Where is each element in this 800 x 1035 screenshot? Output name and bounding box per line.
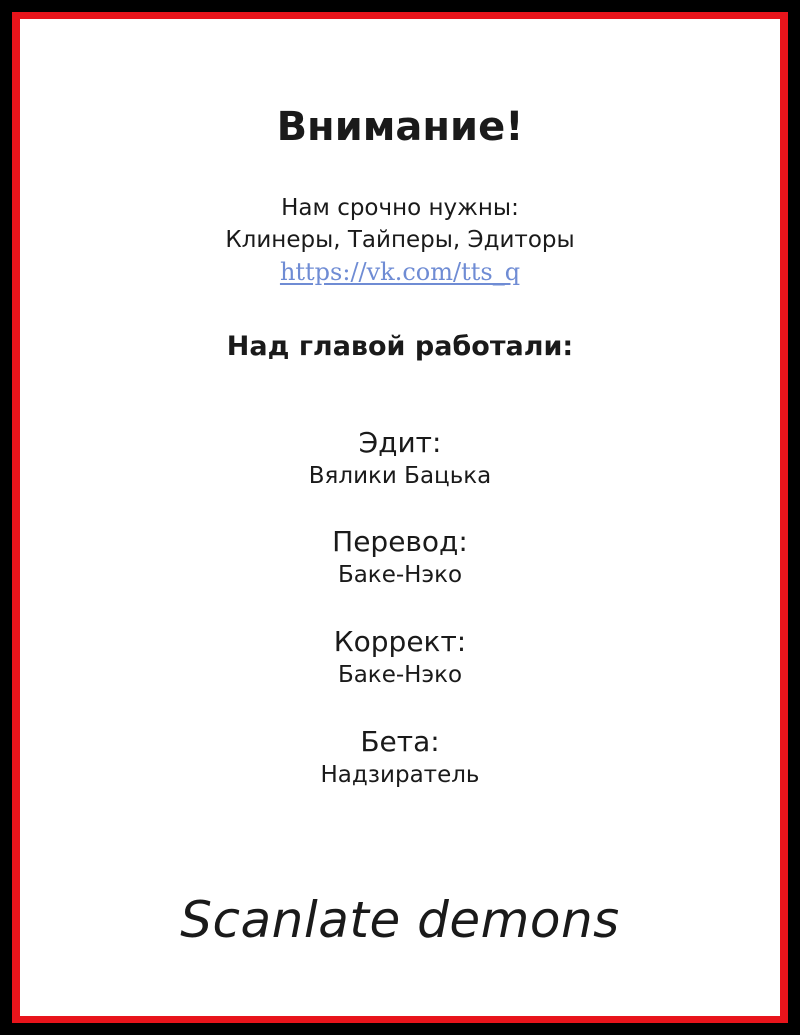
recruitment-block bbox=[20, 192, 780, 289]
role-beta bbox=[20, 724, 780, 790]
role-label: Эдит: bbox=[358, 426, 442, 459]
recruitment-line-1: Нам срочно нужны: bbox=[281, 195, 519, 221]
role-name: Баке-Нэко bbox=[337, 562, 463, 588]
role-label: Бета: bbox=[360, 725, 440, 758]
recruitment-link[interactable]: https://vk.com/tts_q bbox=[279, 258, 521, 286]
role-proofreading bbox=[20, 624, 780, 690]
role-name: Баке-Нэко bbox=[337, 662, 463, 688]
credits-page bbox=[20, 19, 780, 1016]
page-title: Внимание! bbox=[276, 104, 524, 150]
role-name: Надзиратель bbox=[320, 762, 480, 788]
credits-heading: Над главой работали: bbox=[226, 331, 574, 362]
role-label: Перевод: bbox=[332, 525, 468, 558]
role-label: Коррект: bbox=[333, 625, 467, 658]
role-edit bbox=[20, 425, 780, 491]
recruitment-line-2: Клинеры, Тайперы, Эдиторы bbox=[225, 227, 575, 253]
team-signature: Scanlate demons bbox=[180, 891, 620, 949]
role-name: Вялики Бацька bbox=[308, 463, 492, 489]
role-translation bbox=[20, 524, 780, 590]
